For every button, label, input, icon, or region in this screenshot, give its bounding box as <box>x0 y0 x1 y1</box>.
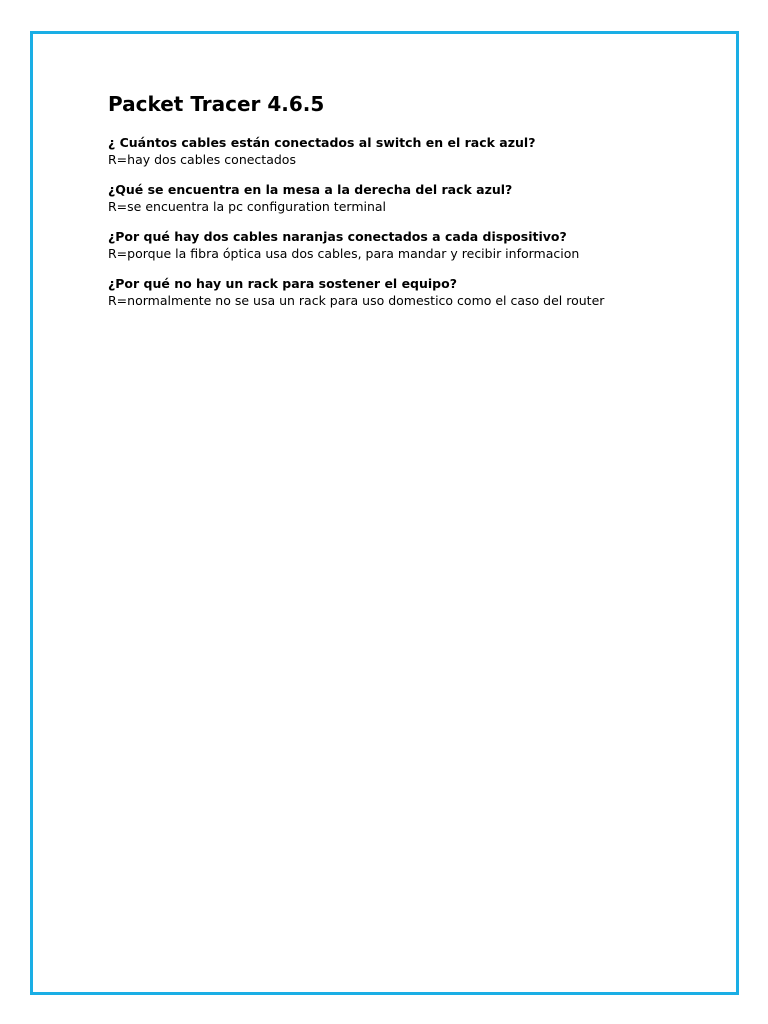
answer-text: R=hay dos cables conectados <box>108 152 296 167</box>
question-text: ¿Qué se encuentra en la mesa a la derecha del rack azul? <box>108 182 513 197</box>
qa-item <box>108 275 708 309</box>
qa-item <box>108 181 708 215</box>
qa-item <box>108 228 708 262</box>
question-text: ¿Por qué hay dos cables naranjas conectados a cada dispositivo? <box>108 229 567 244</box>
question-text: ¿ Cuántos cables están conectados al switch en el rack azul? <box>108 135 536 150</box>
answer-text: R=se encuentra la pc configuration terminal <box>108 199 387 214</box>
answer-text: R=normalmente no se usa un rack para uso domestico como el caso del router <box>108 293 605 308</box>
qa-item <box>108 134 708 168</box>
question-text: ¿Por qué no hay un rack para sostener el equipo? <box>108 276 457 291</box>
document-page <box>30 31 739 995</box>
document-title: Packet Tracer 4.6.5 <box>108 92 325 116</box>
document-content <box>108 91 708 322</box>
answer-text: R=porque la fibra óptica usa dos cables, para mandar y recibir informacion <box>108 246 580 261</box>
